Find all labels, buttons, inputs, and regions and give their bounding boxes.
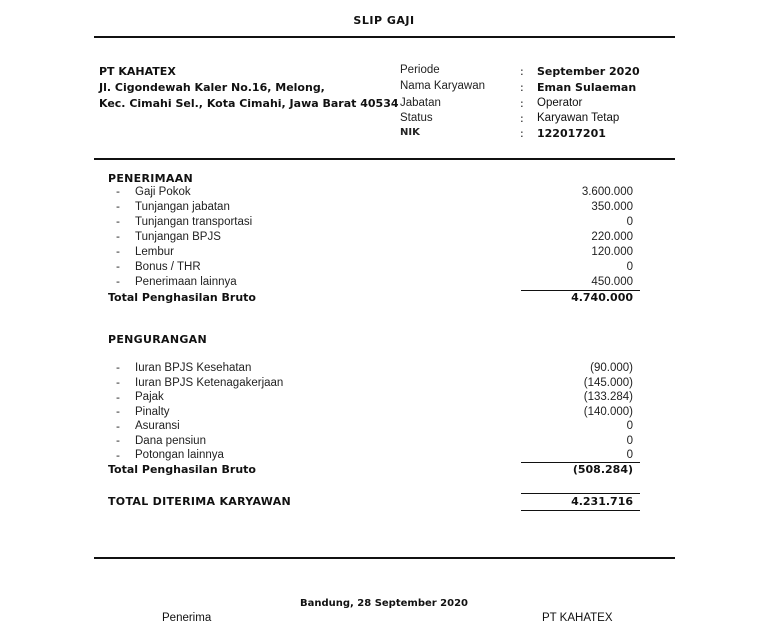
pengurangan-item-amount: (133.284): [583, 391, 633, 403]
top-divider: [94, 36, 675, 38]
info-colon: :: [520, 97, 524, 110]
list-dash: -: [116, 361, 120, 374]
pengurangan-heading: PENGURANGAN: [108, 333, 207, 346]
pengurangan-item-label: Iuran BPJS Kesehatan: [135, 362, 252, 374]
pengurangan-item-amount: (145.000): [583, 377, 633, 389]
penerimaan-item-amount: 3.600.000: [581, 186, 633, 198]
pengurangan-item-amount: (140.000): [583, 406, 633, 418]
penerimaan-item-label: Gaji Pokok: [135, 186, 191, 198]
pengurangan-total-label: Total Penghasilan Bruto: [108, 463, 256, 476]
penerimaan-total-label: Total Penghasilan Bruto: [108, 291, 256, 304]
penerimaan-item-label: Tunjangan jabatan: [135, 201, 230, 213]
list-dash: -: [116, 275, 120, 288]
list-dash: -: [116, 245, 120, 258]
signatory-company: PT KAHATEX: [542, 612, 613, 624]
info-label-jabatan: Jabatan: [400, 97, 441, 109]
penerimaan-total-amount: 4.740.000: [571, 291, 633, 304]
list-dash: -: [116, 230, 120, 243]
penerimaan-item-amount: 350.000: [591, 201, 633, 213]
section-divider: [94, 158, 675, 160]
pengurangan-total-amount: (508.284): [572, 463, 633, 476]
info-label-periode: Periode: [400, 64, 440, 76]
grand-total-label: TOTAL DITERIMA KARYAWAN: [108, 495, 292, 508]
grand-total-bottom-line: [521, 510, 640, 511]
pengurangan-item-label: Pajak: [135, 391, 164, 403]
list-dash: -: [116, 215, 120, 228]
page-title: SLIP GAJI: [353, 14, 415, 27]
company-name: PT KAHATEX: [99, 65, 176, 78]
list-dash: -: [116, 376, 120, 389]
list-dash: -: [116, 200, 120, 213]
company-address-line1: Jl. Cigondewah Kaler No.16, Melong,: [99, 81, 325, 94]
penerimaan-item-amount: 220.000: [591, 231, 633, 243]
pengurangan-item-amount: (90.000): [590, 362, 633, 374]
list-dash: -: [116, 391, 120, 404]
bottom-divider: [94, 557, 675, 559]
pengurangan-item-amount: 0: [626, 435, 633, 447]
list-dash: -: [116, 405, 120, 418]
signature-date: Bandung, 28 September 2020: [299, 598, 469, 609]
list-dash: -: [116, 434, 120, 447]
list-dash: -: [116, 449, 120, 462]
info-colon: :: [520, 81, 524, 94]
info-colon: :: [520, 112, 524, 125]
penerimaan-item-amount: 0: [626, 261, 633, 273]
info-colon: :: [520, 65, 524, 78]
pengurangan-item-label: Asuransi: [135, 420, 180, 432]
penerimaan-item-label: Tunjangan transportasi: [135, 216, 253, 228]
info-value-status: Karyawan Tetap: [537, 112, 620, 124]
info-value-nama: Eman Sulaeman: [537, 81, 637, 94]
list-dash: -: [116, 260, 120, 273]
pengurangan-item-amount: 0: [626, 420, 633, 432]
penerimaan-item-label: Penerimaan lainnya: [135, 276, 237, 288]
list-dash: -: [116, 420, 120, 433]
grand-total-top-line: [521, 493, 640, 494]
signatory-penerima: Penerima: [162, 612, 212, 624]
info-value-jabatan: Operator: [537, 97, 583, 109]
pengurangan-item-label: Potongan lainnya: [135, 449, 224, 461]
pengurangan-item-label: Dana pensiun: [135, 435, 206, 447]
penerimaan-item-label: Tunjangan BPJS: [135, 231, 221, 243]
company-address-line2: Kec. Cimahi Sel., Kota Cimahi, Jawa Barat 40534: [99, 97, 399, 110]
info-value-nik: 122017201: [537, 127, 606, 140]
penerimaan-item-amount: 450.000: [591, 276, 633, 288]
info-label-status: Status: [400, 112, 433, 124]
penerimaan-item-label: Lembur: [135, 246, 174, 258]
penerimaan-heading: PENERIMAAN: [108, 172, 194, 185]
pengurangan-item-label: Iuran BPJS Ketenagakerjaan: [135, 377, 284, 389]
penerimaan-item-label: Bonus / THR: [135, 261, 201, 273]
list-dash: -: [116, 185, 120, 198]
grand-total-amount: 4.231.716: [571, 495, 633, 508]
info-label-nama: Nama Karyawan: [400, 80, 486, 92]
info-value-periode: September 2020: [537, 65, 640, 78]
info-colon: :: [520, 127, 524, 140]
penerimaan-item-amount: 0: [626, 216, 633, 228]
pengurangan-item-amount: 0: [626, 449, 633, 461]
penerimaan-item-amount: 120.000: [591, 246, 633, 258]
info-label-nik: NIK: [400, 127, 420, 138]
pengurangan-item-label: Pinalty: [135, 406, 170, 418]
